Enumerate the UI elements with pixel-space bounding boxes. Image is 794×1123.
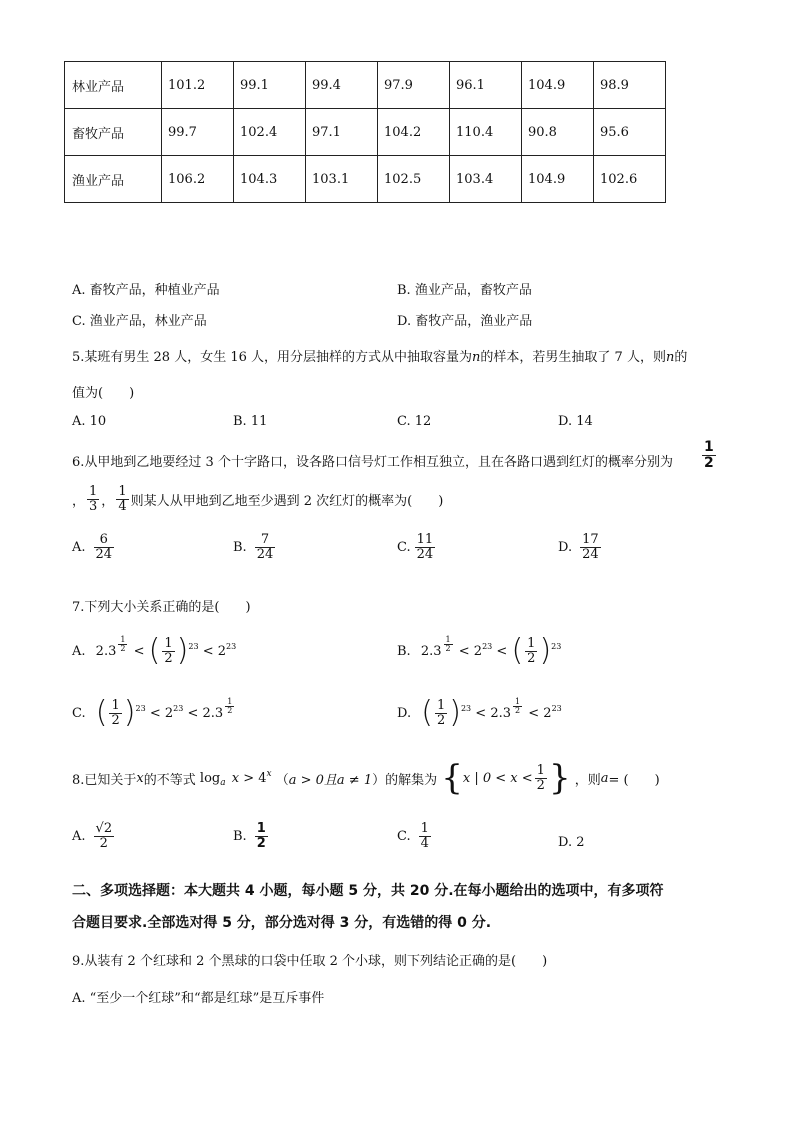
table-cell: 97.9 <box>378 62 450 109</box>
table-cell: 103.4 <box>450 156 522 203</box>
q7-option-b: B. 2.3 $^{\frac{1}{2}}$ < $2^{23}$ < ( $\frac{1}{2}$ )$^{23}$ <box>397 633 562 668</box>
q5-option-c: C. 12 <box>397 414 432 429</box>
q6-stem-line2: ， $\frac{1}{3}$ ， $\frac{1}{4}$ 则某人从甲地到乙地至少遇到 2 次红灯的概率为( ) <box>72 484 444 514</box>
q7-option-a: A. 2.3 $^{\frac{1}{2}}$ < ( $\frac{1}{2}$ )$^{23} < 2^{23}$ <box>72 633 237 668</box>
table-cell: 99.7 <box>162 109 234 156</box>
q5-option-b: B. 11 <box>233 414 268 429</box>
table-cell: 99.1 <box>234 62 306 109</box>
q9-stem: 9.从装有 2 个红球和 2 个黑球的口袋中任取 2 个小球，则下列结论正确的是( ) <box>72 954 548 969</box>
table-cell: 101.2 <box>162 62 234 109</box>
q8-stem: 8.已知关于x的不等式 $\log_a x > 4^x$ （a > 0且a ≠ 1）的解集为 {x | 0 < x < $\frac{1}{2}$ } ，则a= ( ) <box>72 758 660 798</box>
q5-stem-line2: 值为( ) <box>72 386 135 401</box>
q4-option-a: A. 畜牧产品，种植业产品 <box>72 283 220 298</box>
q6-option-d: D. $\frac{17}{24}$ <box>558 532 599 562</box>
q4-option-d: D. 畜牧产品，渔业产品 <box>397 314 533 329</box>
row-label: 畜牧产品 <box>65 109 162 156</box>
q8-option-c: C. $\frac{1}{4}$ <box>397 821 429 851</box>
table-cell: 95.6 <box>594 109 666 156</box>
q5-option-d: D. 14 <box>558 414 593 429</box>
q8-option-a: A. $\frac{√2}{2}$ <box>72 821 113 851</box>
table-cell: 103.1 <box>306 156 378 203</box>
q6-stem-line1: 6.从甲地到乙地要经过 3 个十字路口，设各路口信号灯工作相互独立，且在各路口遇到红灯的概率分别为 <box>72 455 673 470</box>
row-label: 林业产品 <box>65 62 162 109</box>
q6-prob-1: $\frac{1}{2}$ <box>704 439 714 471</box>
q8-option-d: D. 2 <box>558 835 585 850</box>
table-cell: 104.9 <box>522 62 594 109</box>
q6-option-b: B. $\frac{7}{24}$ <box>233 532 274 562</box>
table-cell: 106.2 <box>162 156 234 203</box>
table-cell: 104.3 <box>234 156 306 203</box>
section-2-heading-line2: 合题目要求.全部选对得 5 分，部分选对得 3 分，有选错的得 0 分. <box>72 915 492 931</box>
table-cell: 98.9 <box>594 62 666 109</box>
table-cell: 102.6 <box>594 156 666 203</box>
table-cell: 96.1 <box>450 62 522 109</box>
q5-option-a: A. 10 <box>72 414 107 429</box>
table-cell: 99.4 <box>306 62 378 109</box>
table-cell: 104.9 <box>522 156 594 203</box>
table-row <box>65 109 666 156</box>
q7-option-d: D. ( $\frac{1}{2}$ )$^{23}$ < 2.3 $^{\frac{1}{2}}$ < $2^{23}$ <box>397 695 562 730</box>
q9-option-a: A. “至少一个红球”和“都是红球”是互斥事件 <box>72 991 325 1006</box>
q4-option-b: B. 渔业产品，畜牧产品 <box>397 283 532 298</box>
price-index-table <box>64 61 666 203</box>
table-row <box>65 62 666 109</box>
q5-stem-line1: 5.某班有男生 28 人，女生 16 人，用分层抽样的方式从中抽取容量为n的样本，若男生抽取了 7 人，则n的 <box>72 350 688 365</box>
table-row <box>65 156 666 203</box>
table-cell: 110.4 <box>450 109 522 156</box>
q6-option-a: A. $\frac{6}{24}$ <box>72 532 113 562</box>
table-cell: 90.8 <box>522 109 594 156</box>
q8-option-b: B. $\frac{1}{2}$ <box>233 821 266 851</box>
q4-option-c: C. 渔业产品，林业产品 <box>72 314 207 329</box>
table-cell: 104.2 <box>378 109 450 156</box>
table-cell: 97.1 <box>306 109 378 156</box>
q6-option-c: C. $\frac{11}{24}$ <box>397 532 434 562</box>
table-cell: 102.4 <box>234 109 306 156</box>
q7-stem: 7.下列大小关系正确的是( ) <box>72 600 251 615</box>
table-cell: 102.5 <box>378 156 450 203</box>
section-2-heading-line1: 二、多项选择题：本大题共 4 小题，每小题 5 分，共 20 分.在每小题给出的选项中，有多项符 <box>72 883 664 899</box>
q7-option-c: C. ( $\frac{1}{2}$ )$^{23} < 2^{23} < 2.3$ $^{\frac{1}{2}}$ <box>72 695 233 730</box>
row-label: 渔业产品 <box>65 156 162 203</box>
